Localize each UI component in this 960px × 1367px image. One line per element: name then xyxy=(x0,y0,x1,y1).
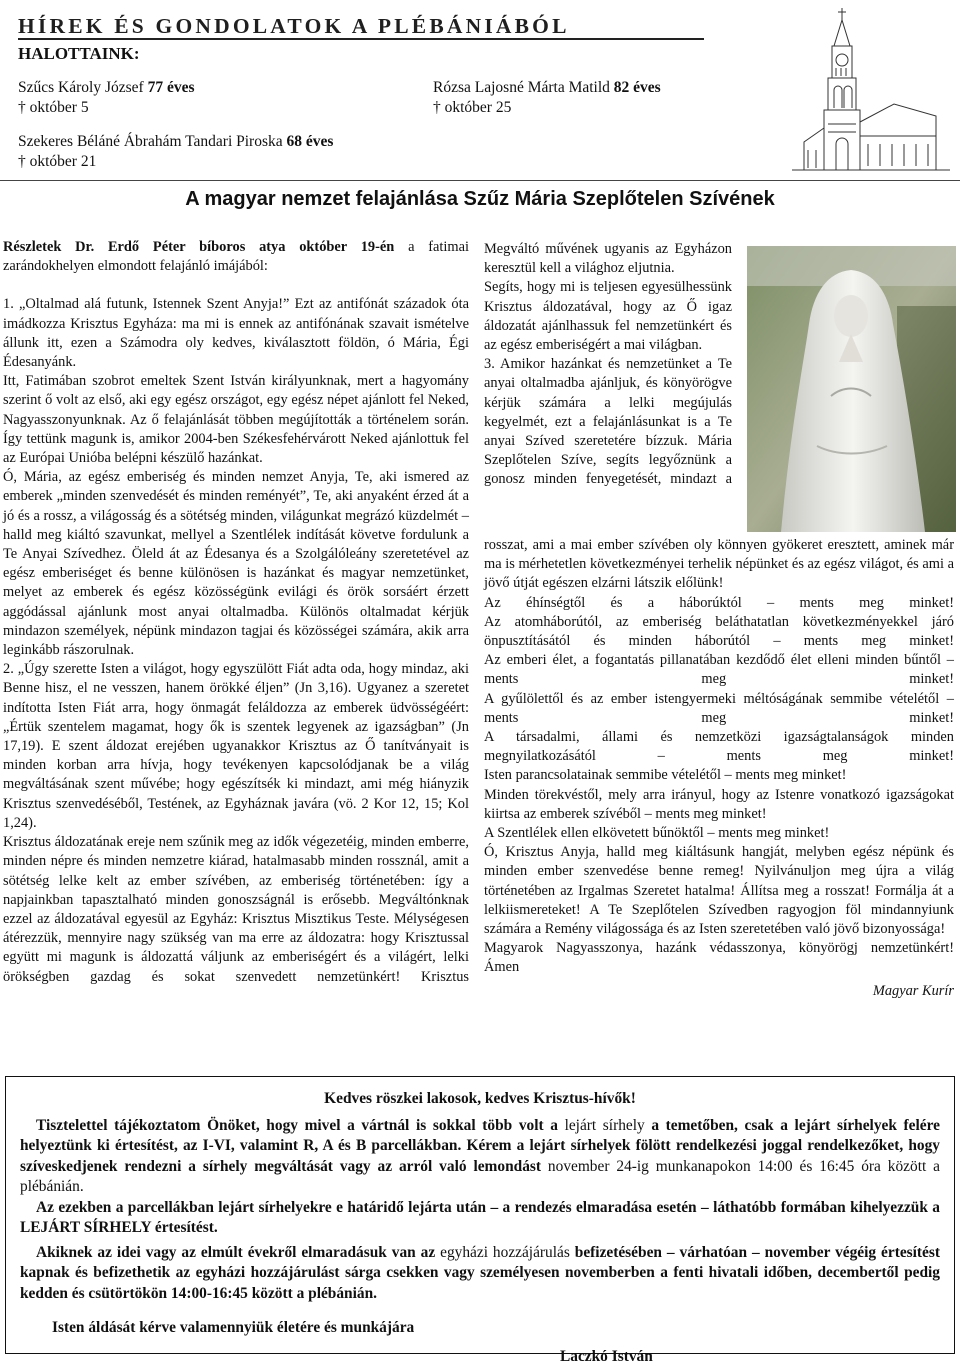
notice-paragraph: Tisztelettel tájékoztatom Önöket, hogy mivel a vártnál is sokkal több volt a lejárt sírhely a temetőben, csak a lejárt sírhelyek felére helyeztünk ki értesítést, az I-VI, valamint R, A és B parcellákban. Kérem a lejárt sírhelyek fölött rendelkezési joggal rendelkezőket, hogy szíveskedjenek rendezni a sírhely megváltását vagy az arról való lemondást november 24-ig munkanapokon 14:00 és 16:45 óra között a plébánián. xyxy=(20,1116,940,1198)
newsletter-title: HÍREK ÉS GONDOLATOK A PLÉBÁNIÁBÓL xyxy=(18,14,570,39)
article-intro xyxy=(3,238,469,276)
paragraph: Ó, Krisztus Anyja, halld meg kiáltásunk hangját, melyben egész népünk és minden ember szenvedése benne remeg! Nyilvánuljon meg újra a világ történetében az Irgalmas Szeretet hatalma! Állítsa meg a rosszat! Formálja át a lelkiismereteket! A Te Szeplőtelen Szívedben ragyogjon föl mindannyiunk számára a Remény világossága és az Isten szeretetében való jövő bizonyossága! xyxy=(484,843,954,939)
virgin-mary-statue-photo xyxy=(747,246,956,532)
deceased-section-label: HALOTTAINK: xyxy=(18,44,140,64)
deceased-date: † október 21 xyxy=(18,152,333,172)
deceased-entry xyxy=(18,132,333,172)
paragraph: Magyarok Nagyasszonya, hazánk védasszonya, könyörögj nemzetünkért! xyxy=(484,939,954,958)
notice-signature: Laczkó István xyxy=(20,1347,940,1367)
petition: A gyűlölettől és az ember istengyermeki méltóságának semmibe vételétől – ments meg minket! xyxy=(484,690,954,728)
article-source: Magyar Kurír xyxy=(484,982,954,1001)
cemetery-notice-box xyxy=(5,1076,955,1354)
deceased-entry xyxy=(433,78,661,118)
petition: Isten parancsolatainak semmibe vételétől – ments meg minket! xyxy=(484,766,954,785)
article-right-column-top xyxy=(484,240,732,490)
deceased-name: Szűcs Károly József xyxy=(18,79,144,96)
deceased-age: 77 éves xyxy=(148,79,195,96)
paragraph: Ó, Mária, az egész emberiség és minden nemzet Anyja, Te, aki ismered az emberek „minden szenvedését és minden reményét”, Te, aki anyaként érzed át a jó és a rossz, a világosság és a sötétség minden, világunkat megrázó küzdelmét – halld meg kiáltó szavunkat, mellyel a Szentlélek indítását követve fordulunk a Te Anyai Szívedhez. Öleld át az Édesanya és a Szolgálóleány szeretetével az egész emberiséget és benne különösen is hazánkat és magyar nemzetünket, melyet az emberek és egész közösségünk evilági és örök sorsáért érzett aggódással ajánlunk most anyai oltalmadba. Különös oltalmadat kérjük mindazon személyek, népünk mindazon tagjai és közösségei számára, akik arra leginkább rászorulnak. xyxy=(3,468,469,660)
deceased-age: 68 éves xyxy=(287,133,334,150)
notice-paragraph: Az ezekben a parcellákban lejárt sírhelyekre e határidő lejárta után – a rendezés elmaradása esetén – láthatóbb formában kihelyezzük a LEJÁRT SÍRHELY értesítést. xyxy=(20,1198,940,1239)
deceased-age: 82 éves xyxy=(614,79,661,96)
paragraph: 2. „Úgy szerette Isten a világot, hogy egyszülött Fiát adta oda, hogy mindaz, aki Benne hisz, el ne vesszen, hanem örökké éljen” (Jn 3,16). Ugyanez a szeretet indította Isten Fiát arra, hogy önmagát feláldozza az emberek üdvösségéért: „Értük szentelem magamat, hogy ők is szentek legyenek az igazságban” (Jn 17,19). E szent áldozat erejében ugyanakkor Krisztus az Ő tanítványait is minden korban arra hívja, hogy tevékenyen kapcsolódjanak be a világ megváltásának szent művébe; hogy egészítsék ki mindazt, ami még hiányzik Krisztus szenvedéséből, Testének, az Egyháznak javára (vö. 2 Kor 12, 15; Kol 1,24). xyxy=(3,660,469,833)
notice-closing: Isten áldását kérve valamennyiük életére és munkájára xyxy=(20,1318,940,1339)
petition: Az atomháborútól, az emberiség beláthatatlan következményekkel járó önpusztításától és minden háborútól – ments meg minket! xyxy=(484,613,954,651)
paragraph: 3. Amikor hazánkat és nemzetünket a Te anyai oltalmadba ajánljuk, és könyörögve kérjük számára a lelki megújulás kegyelmét, ezt a felajánlásunkat is a Te anyai Szíved szeretetére bízzuk. Mária Szeplőtelen Szíve, segíts legyőznünk a gonosz minden fenyegetését, mindazt a xyxy=(484,355,732,489)
deceased-name: Rózsa Lajosné Márta Matild xyxy=(433,79,610,96)
section-divider xyxy=(0,180,960,181)
paragraph: Megváltó művének ugyanis az Egyházon keresztül kell a világhoz eljutnia. xyxy=(484,240,732,278)
petition: A Szentlélek ellen elkövetett bűnöktől – ments meg minket! xyxy=(484,824,954,843)
paragraph: Krisztus áldozatának ereje nem szűnik meg az idők végezetéig, minden emberre, minden népre és minden nemzetre kiárad, hatalmasabb minden rossznál, amit a sötétség lelke kelt az ember szívében, az emberiség történetében: így a napjainkban tapasztalható minden gonoszságnál is erősebb. Megváltónknak ezzel az áldozatával egyesül az Egyház: Krisztus Misztikus Teste. Mélységesen átérezzük, mennyire nagy szükség van ma erre az áldozatra: hogy Krisztussal együtt mi magunk is áldozattá váljunk az emberiségért és a világért, lelki örökségben gazdag és sokat szenvedett nemzetünkért! Krisztus xyxy=(3,833,469,987)
title-underline xyxy=(18,38,704,40)
deceased-date: † október 25 xyxy=(433,98,661,118)
deceased-date: † október 5 xyxy=(18,98,195,118)
intro-lead: Részletek Dr. Erdő Péter bíboros atya október 19-én xyxy=(3,239,394,255)
petition: A társadalmi, állami és nemzetközi igazságtalanságok minden megnyilatkozásától – ments meg minket! xyxy=(484,728,954,766)
article-right-column-bottom xyxy=(484,536,954,1001)
paragraph: Ámen xyxy=(484,958,954,977)
petition: Minden törekvéstől, mely arra irányul, hogy az Istenre vonatkozó igazságokat kiirtsa az emberek szívéből – ments meg minket! xyxy=(484,786,954,824)
church-tower-icon xyxy=(786,4,956,180)
paragraph: 1. „Oltalmad alá futunk, Istennek Szent Anyja!” Ezt az antifónát századok óta imádkozza Krisztus Egyháza: ma mi is ennek az antifónának szavait ismételve állunk itt, ezen a Számodra oly kedves, kiválasztott földön, ó Mária, Égi Édesanyánk. xyxy=(3,295,469,372)
article-left-column xyxy=(3,238,469,987)
paragraph: rosszat, ami a mai ember szívében oly könnyen gyökeret eresztett, aminek már ma is mérhetetlen következményei terhelik népünket és az egész világot, és ami a jövő útját egészen elzárni látszik előlünk! xyxy=(484,536,954,594)
deceased-name: Szekeres Béláné Ábrahám Tandari Piroska xyxy=(18,133,283,150)
paragraph: Itt, Fatimában szobrot emeltek Szent István királyunknak, mert a hagyomány szerint ő volt az első, aki egy egész országot, egy egész népet ajánlott fel Neked, Nagyasszonyunknak. Az ő felajánlását többen megújították a történelem során. Így tettünk magunk is, amikor 2004-ben Székesfehérvárott Neked ajánlottuk fel az Európai Unióba belépni készülő hazánkat. xyxy=(3,372,469,468)
intro-text: a fatimai zarándokhelyen elmondott felajánló imájából: xyxy=(3,239,469,274)
petition: Az éhínségtől és a háborúktól – ments meg minket! xyxy=(484,594,954,613)
article-headline: A magyar nemzet felajánlása Szűz Mária Szeplőtelen Szívének xyxy=(0,188,960,211)
petition: Az emberi élet, a fogantatás pillanatában kezdődő élet elleni minden bűntől – ments meg minket! xyxy=(484,651,954,689)
notice-title: Kedves röszkei lakosok, kedves Krisztus-hívők! xyxy=(20,1089,940,1110)
paragraph: Segíts, hogy mi is teljesen egyesülhessünk Krisztus áldozatával, hogy az Ő igaz áldozatát ajánlhassuk fel nemzetünkért és az egész emberiségért a mai világban. xyxy=(484,278,732,355)
deceased-entry xyxy=(18,78,195,118)
notice-paragraph: Akiknek az idei vagy az elmúlt évekről elmaradásuk van az egyházi hozzájárulás befizetésében – várhatóan – november végéig értesítést kapnak és befizethetik az egyházi hozzájárulást sárga csekken vagy személyesen novemberben a fenti hivatali időben, decembertől pedig kedden és csütörtökön 14:00-16:45 között a plébánián. xyxy=(20,1243,940,1305)
